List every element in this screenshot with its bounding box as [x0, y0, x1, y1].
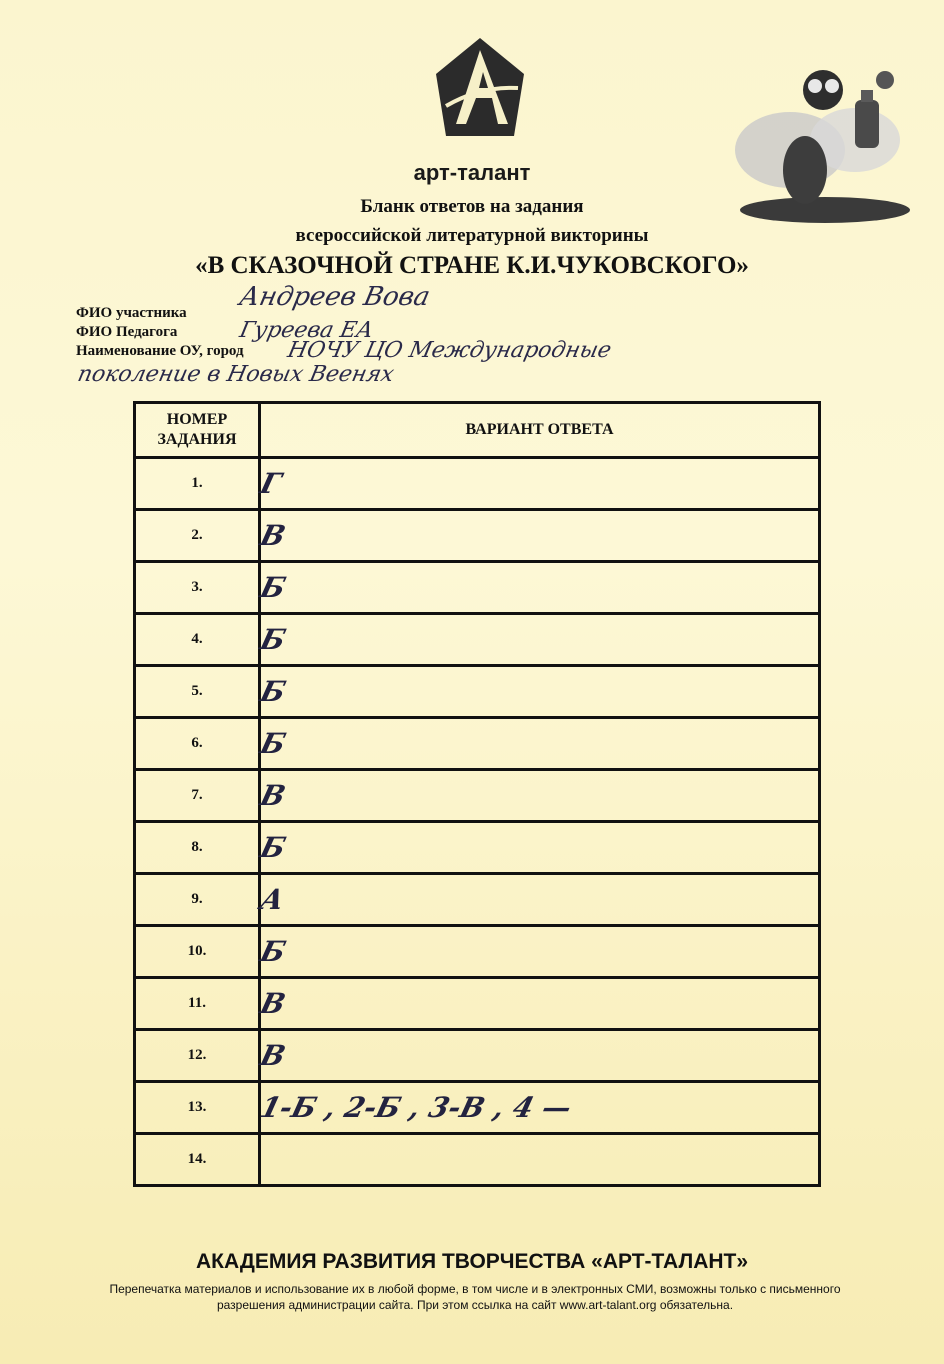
answer-value: Б — [256, 571, 290, 604]
answer-cell[interactable] — [256, 927, 818, 979]
answer-cell[interactable] — [256, 1083, 818, 1135]
task-number: 7. — [136, 771, 261, 823]
table-row — [136, 1135, 818, 1184]
fly-body — [783, 136, 827, 204]
answer-value: В — [256, 779, 289, 812]
table-row — [136, 511, 818, 563]
table-row — [136, 719, 818, 771]
task-number: 4. — [136, 615, 261, 667]
task-number: 1. — [136, 459, 261, 511]
table-row — [136, 875, 818, 927]
answer-variant-header: ВАРИАНТ ОТВЕТА — [261, 404, 818, 459]
fly-eye-right — [825, 79, 839, 93]
answers-table — [133, 401, 821, 1187]
answer-cell[interactable] — [256, 823, 818, 875]
answer-cell[interactable] — [256, 1031, 818, 1083]
table-row — [136, 667, 818, 719]
table-row — [136, 563, 818, 615]
participant-label: ФИО участника — [76, 305, 187, 321]
answer-cell[interactable] — [256, 667, 818, 719]
school-name-handwritten[interactable]: НОЧУ ЦО Международные — [285, 338, 614, 363]
answer-value: В — [256, 987, 289, 1020]
answer-cell[interactable] — [256, 771, 818, 823]
answer-cell[interactable] — [256, 511, 818, 563]
teapot-icon — [876, 71, 894, 89]
answer-value: Б — [256, 831, 290, 864]
answer-cell[interactable] — [256, 719, 818, 771]
answer-value: А — [256, 883, 288, 916]
answer-cell[interactable] — [256, 615, 818, 667]
answer-cell[interactable] — [256, 563, 818, 615]
task-number: 11. — [136, 979, 261, 1031]
table-row — [136, 1031, 818, 1083]
art-talant-logo — [432, 36, 528, 146]
task-number: 9. — [136, 875, 261, 927]
samovar-icon — [855, 100, 879, 148]
answer-cell[interactable] — [256, 979, 818, 1031]
answer-cell[interactable] — [261, 1135, 818, 1184]
table-row — [136, 615, 818, 667]
answer-value: 1-Б , 2-Б , 3-В , 4 — — [256, 1091, 575, 1124]
answers-table-header — [136, 404, 818, 459]
task-number: 5. — [136, 667, 261, 719]
table-row — [136, 927, 818, 979]
answer-value: В — [256, 1039, 289, 1072]
task-number-header: НОМЕР ЗАДАНИЯ — [136, 404, 261, 459]
school-city-handwritten[interactable]: поколение в Новых Веенях — [75, 362, 397, 387]
table-row — [136, 979, 818, 1031]
task-number: 3. — [136, 563, 261, 615]
teacher-name-handwritten[interactable]: Гуреева ЕА — [237, 318, 376, 343]
academy-title: АКАДЕМИЯ РАЗВИТИЯ ТВОРЧЕСТВА «АРТ-ТАЛАНТ» — [195, 1250, 749, 1273]
table-row — [136, 1083, 818, 1135]
school-label: Наименование ОУ, город — [76, 343, 244, 359]
table-row — [136, 459, 818, 511]
fly-eye-left — [808, 79, 822, 93]
answer-cell[interactable] — [256, 875, 818, 927]
sheet-subtitle: Бланк ответов на задания — [360, 196, 584, 217]
task-number: 8. — [136, 823, 261, 875]
brand-name: арт-талант — [413, 160, 531, 185]
task-number: 2. — [136, 511, 261, 563]
answer-value: Б — [256, 935, 290, 968]
task-number: 6. — [136, 719, 261, 771]
table-row — [136, 823, 818, 875]
task-number: 12. — [136, 1031, 261, 1083]
sheet-subtitle-2: всероссийской литературной викторины — [295, 225, 649, 246]
teacher-label: ФИО Педагога — [76, 324, 178, 340]
participant-name-handwritten[interactable]: Андреев Вова — [236, 282, 433, 312]
task-number: 10. — [136, 927, 261, 979]
answer-value: Г — [256, 467, 285, 500]
answer-value: В — [256, 519, 289, 552]
answer-value: Б — [256, 727, 290, 760]
answer-value: Б — [256, 623, 290, 656]
answer-cell[interactable] — [256, 459, 818, 511]
task-number: 13. — [136, 1083, 261, 1135]
samovar-top — [861, 90, 873, 102]
quiz-title: «В СКАЗОЧНОЙ СТРАНЕ К.И.ЧУКОВСКОГО» — [195, 252, 749, 279]
answer-value: Б — [256, 675, 290, 708]
task-number: 14. — [136, 1135, 261, 1184]
copyright-note: Перепечатка материалов и использование их в любой форме, в том числе и в электронных СМИ, возможны только с письменного разрешения администрации сайта. При этом ссылка на сайт www.art-talant.org обязательна. — [109, 1282, 841, 1312]
table-row — [136, 771, 818, 823]
